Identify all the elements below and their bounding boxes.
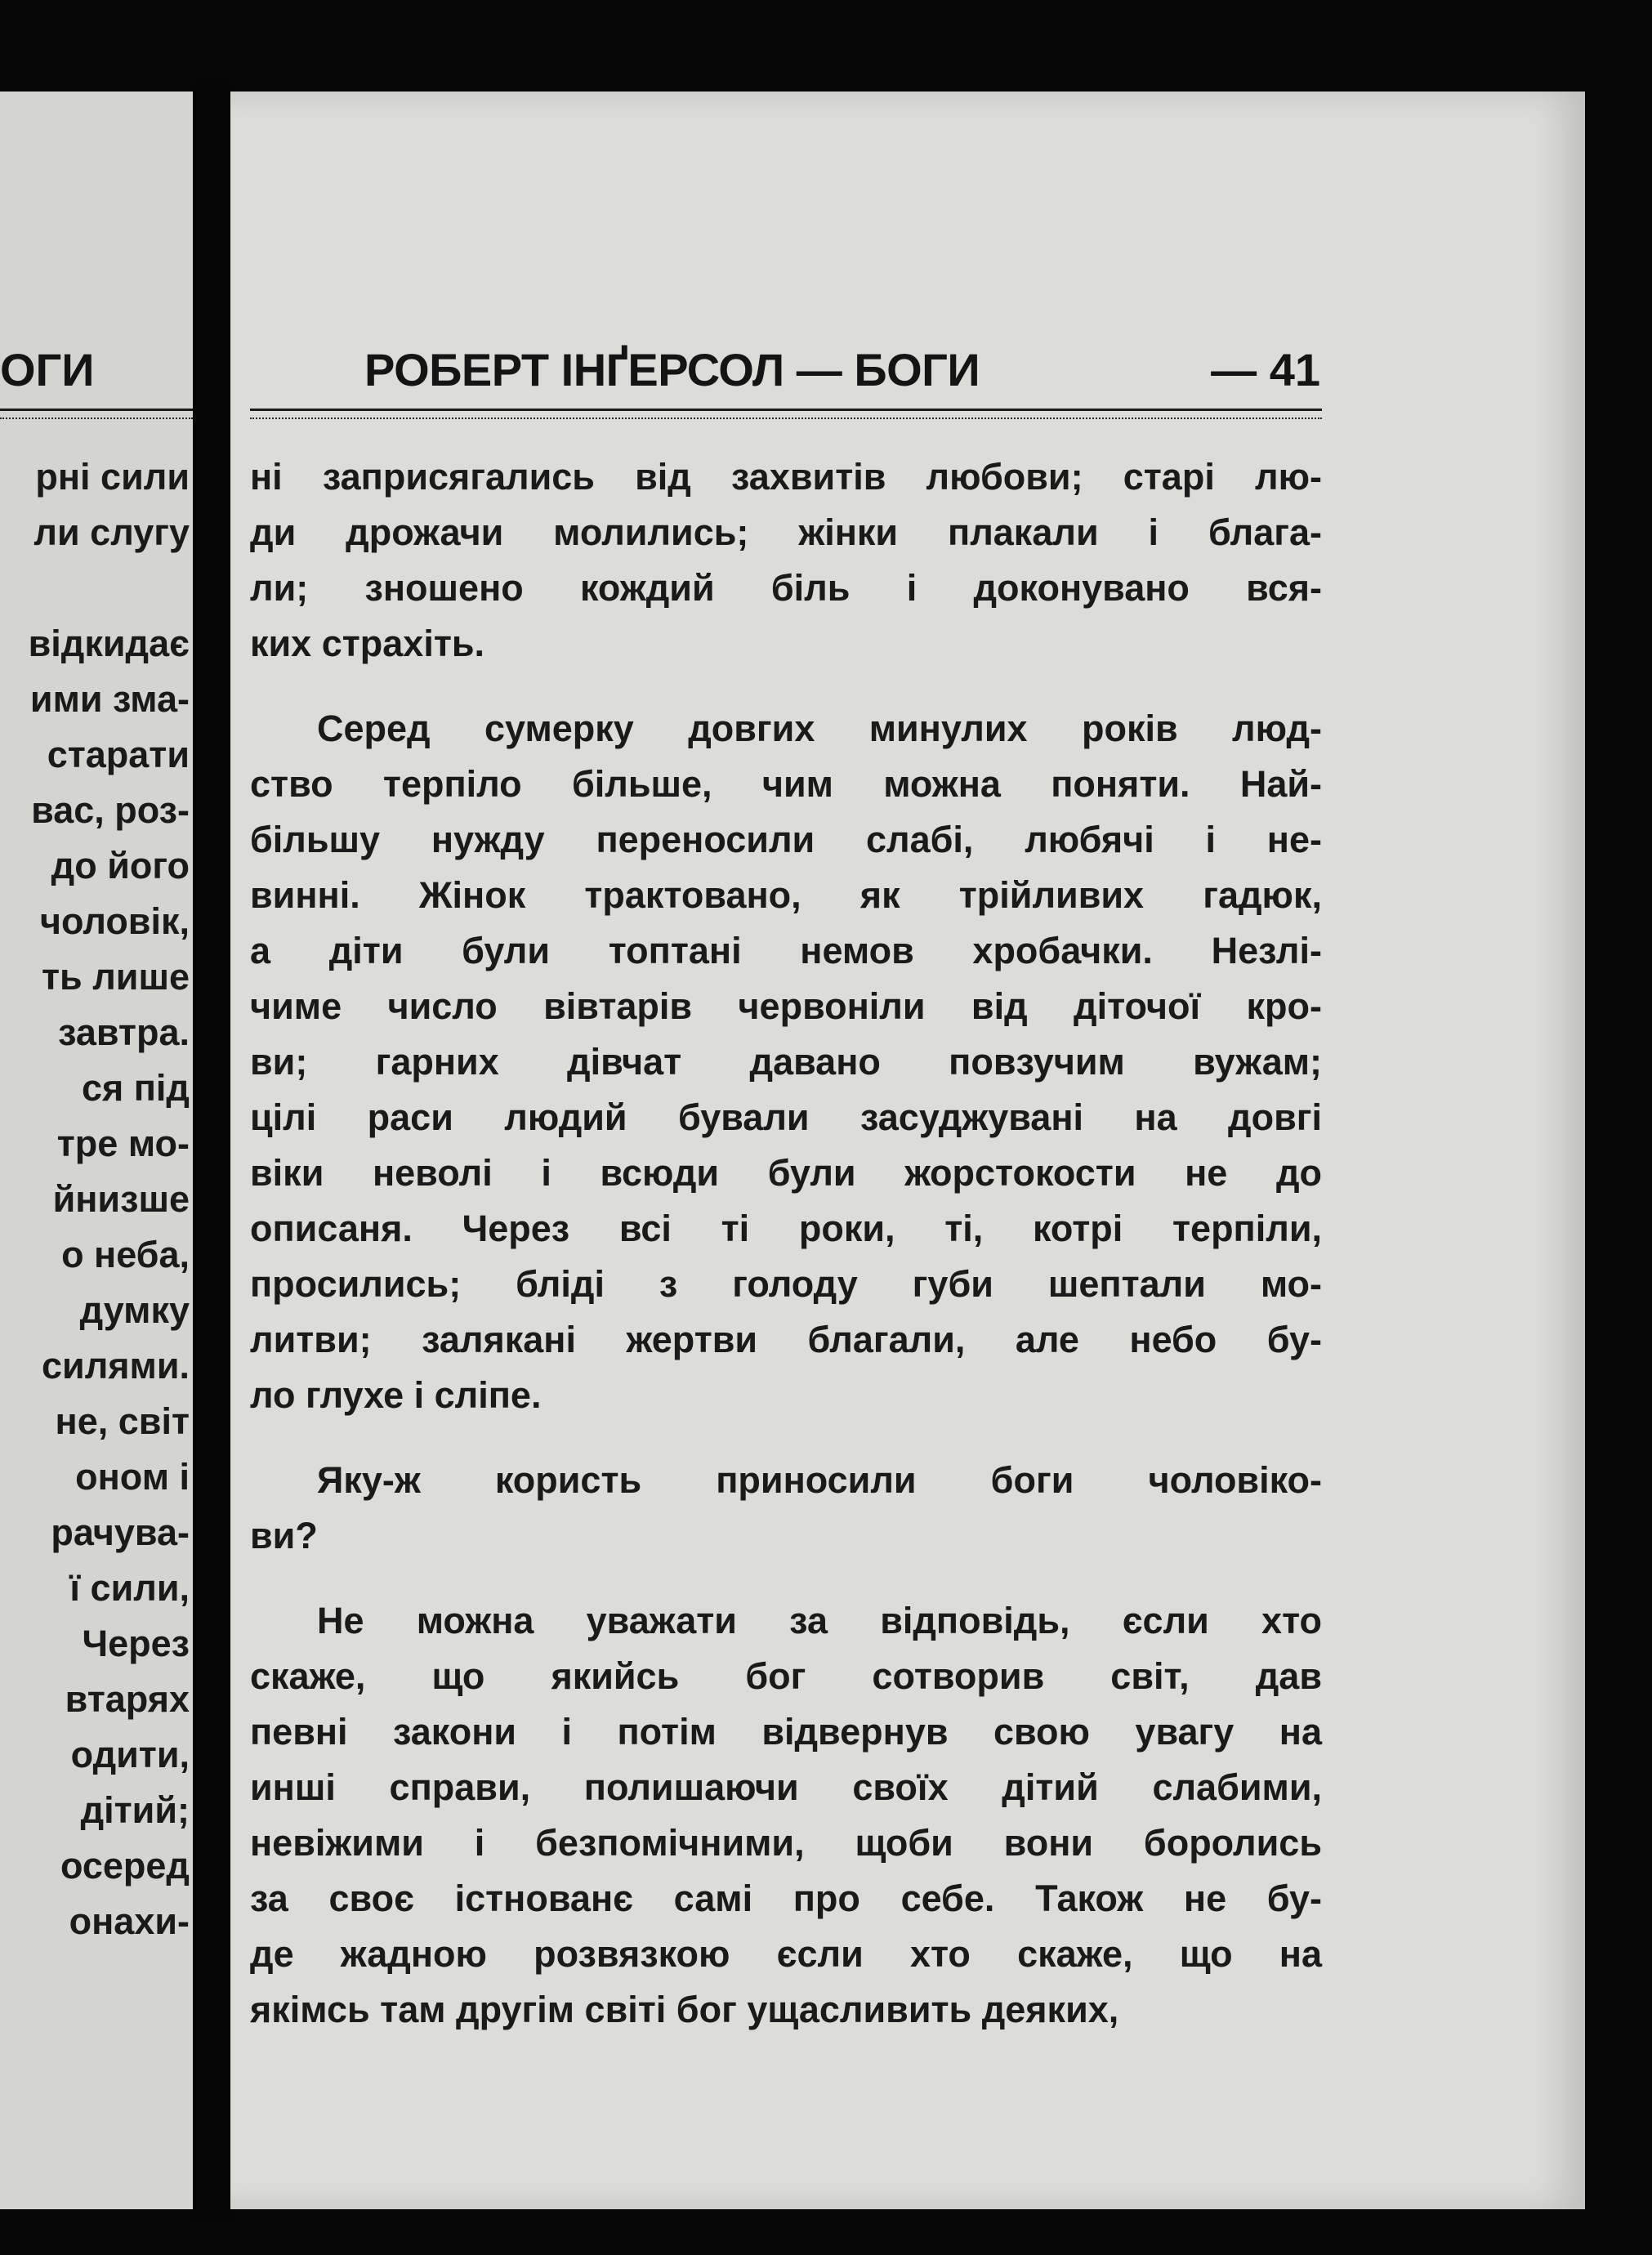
left-page-line: ли слугу — [33, 511, 190, 553]
text-line: Не можна уважати за відповідь, єсли хто — [317, 1600, 1322, 1641]
left-page-line: йнизше — [52, 1178, 190, 1220]
text-line: цілі раси людий бували засуджувані на довгі — [250, 1096, 1322, 1138]
left-page-line: тре мо- — [56, 1123, 190, 1164]
text-line: ви; гарних дівчат давано повзучим вужам; — [250, 1041, 1322, 1083]
left-page-line: ся під — [81, 1067, 190, 1109]
left-page-line: до його — [51, 845, 190, 886]
left-page-line: думку — [79, 1289, 190, 1331]
text-line: якімсь там другім світі бог ущасливить деяких, — [250, 1989, 1119, 2030]
text-line: певні закони і потім відвернув свою увагу на — [250, 1711, 1322, 1753]
text-line: Яку-ж користь приносили боги чоловіко- — [317, 1459, 1322, 1501]
text-line: скаже, що якийсь бог сотворив світ, дав — [250, 1655, 1322, 1697]
text-line: ких страхіть. — [250, 623, 485, 664]
book-gutter — [193, 82, 232, 2222]
left-page-line: онахи- — [69, 1900, 190, 1942]
left-page-text-column — [0, 449, 193, 1949]
running-title: РОБЕРТ ІНҐЕРСОЛ — БОГИ — [364, 344, 980, 395]
text-line: ли; зношено кождий біль і доконувано вся- — [250, 567, 1322, 609]
text-line: просились; бліді з голоду губи шептали мо- — [250, 1263, 1322, 1305]
left-page-line: силями. — [42, 1345, 190, 1386]
right-edge-shadow — [1585, 82, 1652, 2222]
text-line: ні заприсягались від захвитів любови; старі лю- — [250, 456, 1322, 498]
left-header-rule — [0, 409, 193, 419]
text-line: винні. Жінок трактовано, як трійливих гадюк, — [250, 874, 1322, 916]
text-line: за своє істнованє самі про себе. Також не бу- — [250, 1878, 1322, 1919]
text-line: віки неволі і всюди були жорстокости не до — [250, 1152, 1322, 1194]
text-line: чиме число вівтарів червоніли від діточої кро- — [250, 985, 1322, 1027]
text-line: ви? — [250, 1515, 318, 1556]
text-line: де жадною розвязкою єсли хто скаже, що на — [250, 1933, 1322, 1975]
left-page-line: ї сили, — [69, 1567, 190, 1609]
left-page-line: відкидає — [28, 623, 190, 664]
paragraph — [250, 1453, 1322, 1564]
text-line: Серед сумерку довгих минулих років люд- — [317, 708, 1322, 749]
header-rule — [250, 409, 1322, 419]
page-number: — 41 — [1211, 344, 1320, 395]
paragraph-gap — [250, 1564, 1322, 1593]
left-page-line: Через — [82, 1623, 190, 1664]
text-line: описаня. Через всі ті роки, ті, котрі терпіли, — [250, 1208, 1322, 1249]
paragraph — [250, 701, 1322, 1423]
paragraph — [250, 449, 1322, 672]
left-page-line: оном і — [75, 1456, 190, 1498]
left-page-line: втарях — [65, 1678, 190, 1720]
text-line: ство терпіло більше, чим можна поняти. Най- — [250, 763, 1322, 805]
body-text — [250, 449, 1322, 2038]
left-page-line — [0, 560, 193, 616]
paragraph — [250, 1593, 1322, 2038]
running-header — [364, 343, 1320, 395]
left-page-line: вас, роз- — [31, 789, 190, 831]
text-line: литви; залякані жертви благали, але небо бу- — [250, 1319, 1322, 1360]
left-page-line: рні сили — [35, 456, 190, 498]
text-line: ло глухе і сліпе. — [250, 1374, 542, 1416]
paragraph-gap — [250, 1423, 1322, 1453]
left-page-line: старати — [47, 734, 190, 775]
text-line: инші справи, полишаючи своїх дітий слабими, — [250, 1766, 1322, 1808]
left-page-line: не, світ — [55, 1400, 190, 1442]
left-page-line: ть лише — [42, 956, 190, 998]
text-line: а діти були топтані немов хробачки. Незлі- — [250, 930, 1322, 971]
text-line: невіжими і безпомічними, щоби вони боролись — [250, 1822, 1322, 1864]
text-line: ди дрожачи молились; жінки плакали і блага- — [250, 511, 1322, 553]
left-page-line: ими зма- — [29, 678, 190, 720]
left-page-line: чоловік, — [39, 900, 190, 942]
paragraph-gap — [250, 672, 1322, 701]
left-page-line: одити, — [70, 1734, 190, 1775]
left-page-line: о неба, — [61, 1234, 190, 1275]
left-page-line: осеред — [60, 1845, 190, 1887]
left-page-line: рачува- — [51, 1512, 190, 1553]
left-page-line: завтра. — [58, 1011, 190, 1053]
left-running-header: ОГИ — [0, 344, 95, 395]
text-line: більшу нужду переносили слабі, любячі і не- — [250, 819, 1322, 860]
left-page-line: дітий; — [80, 1789, 190, 1831]
